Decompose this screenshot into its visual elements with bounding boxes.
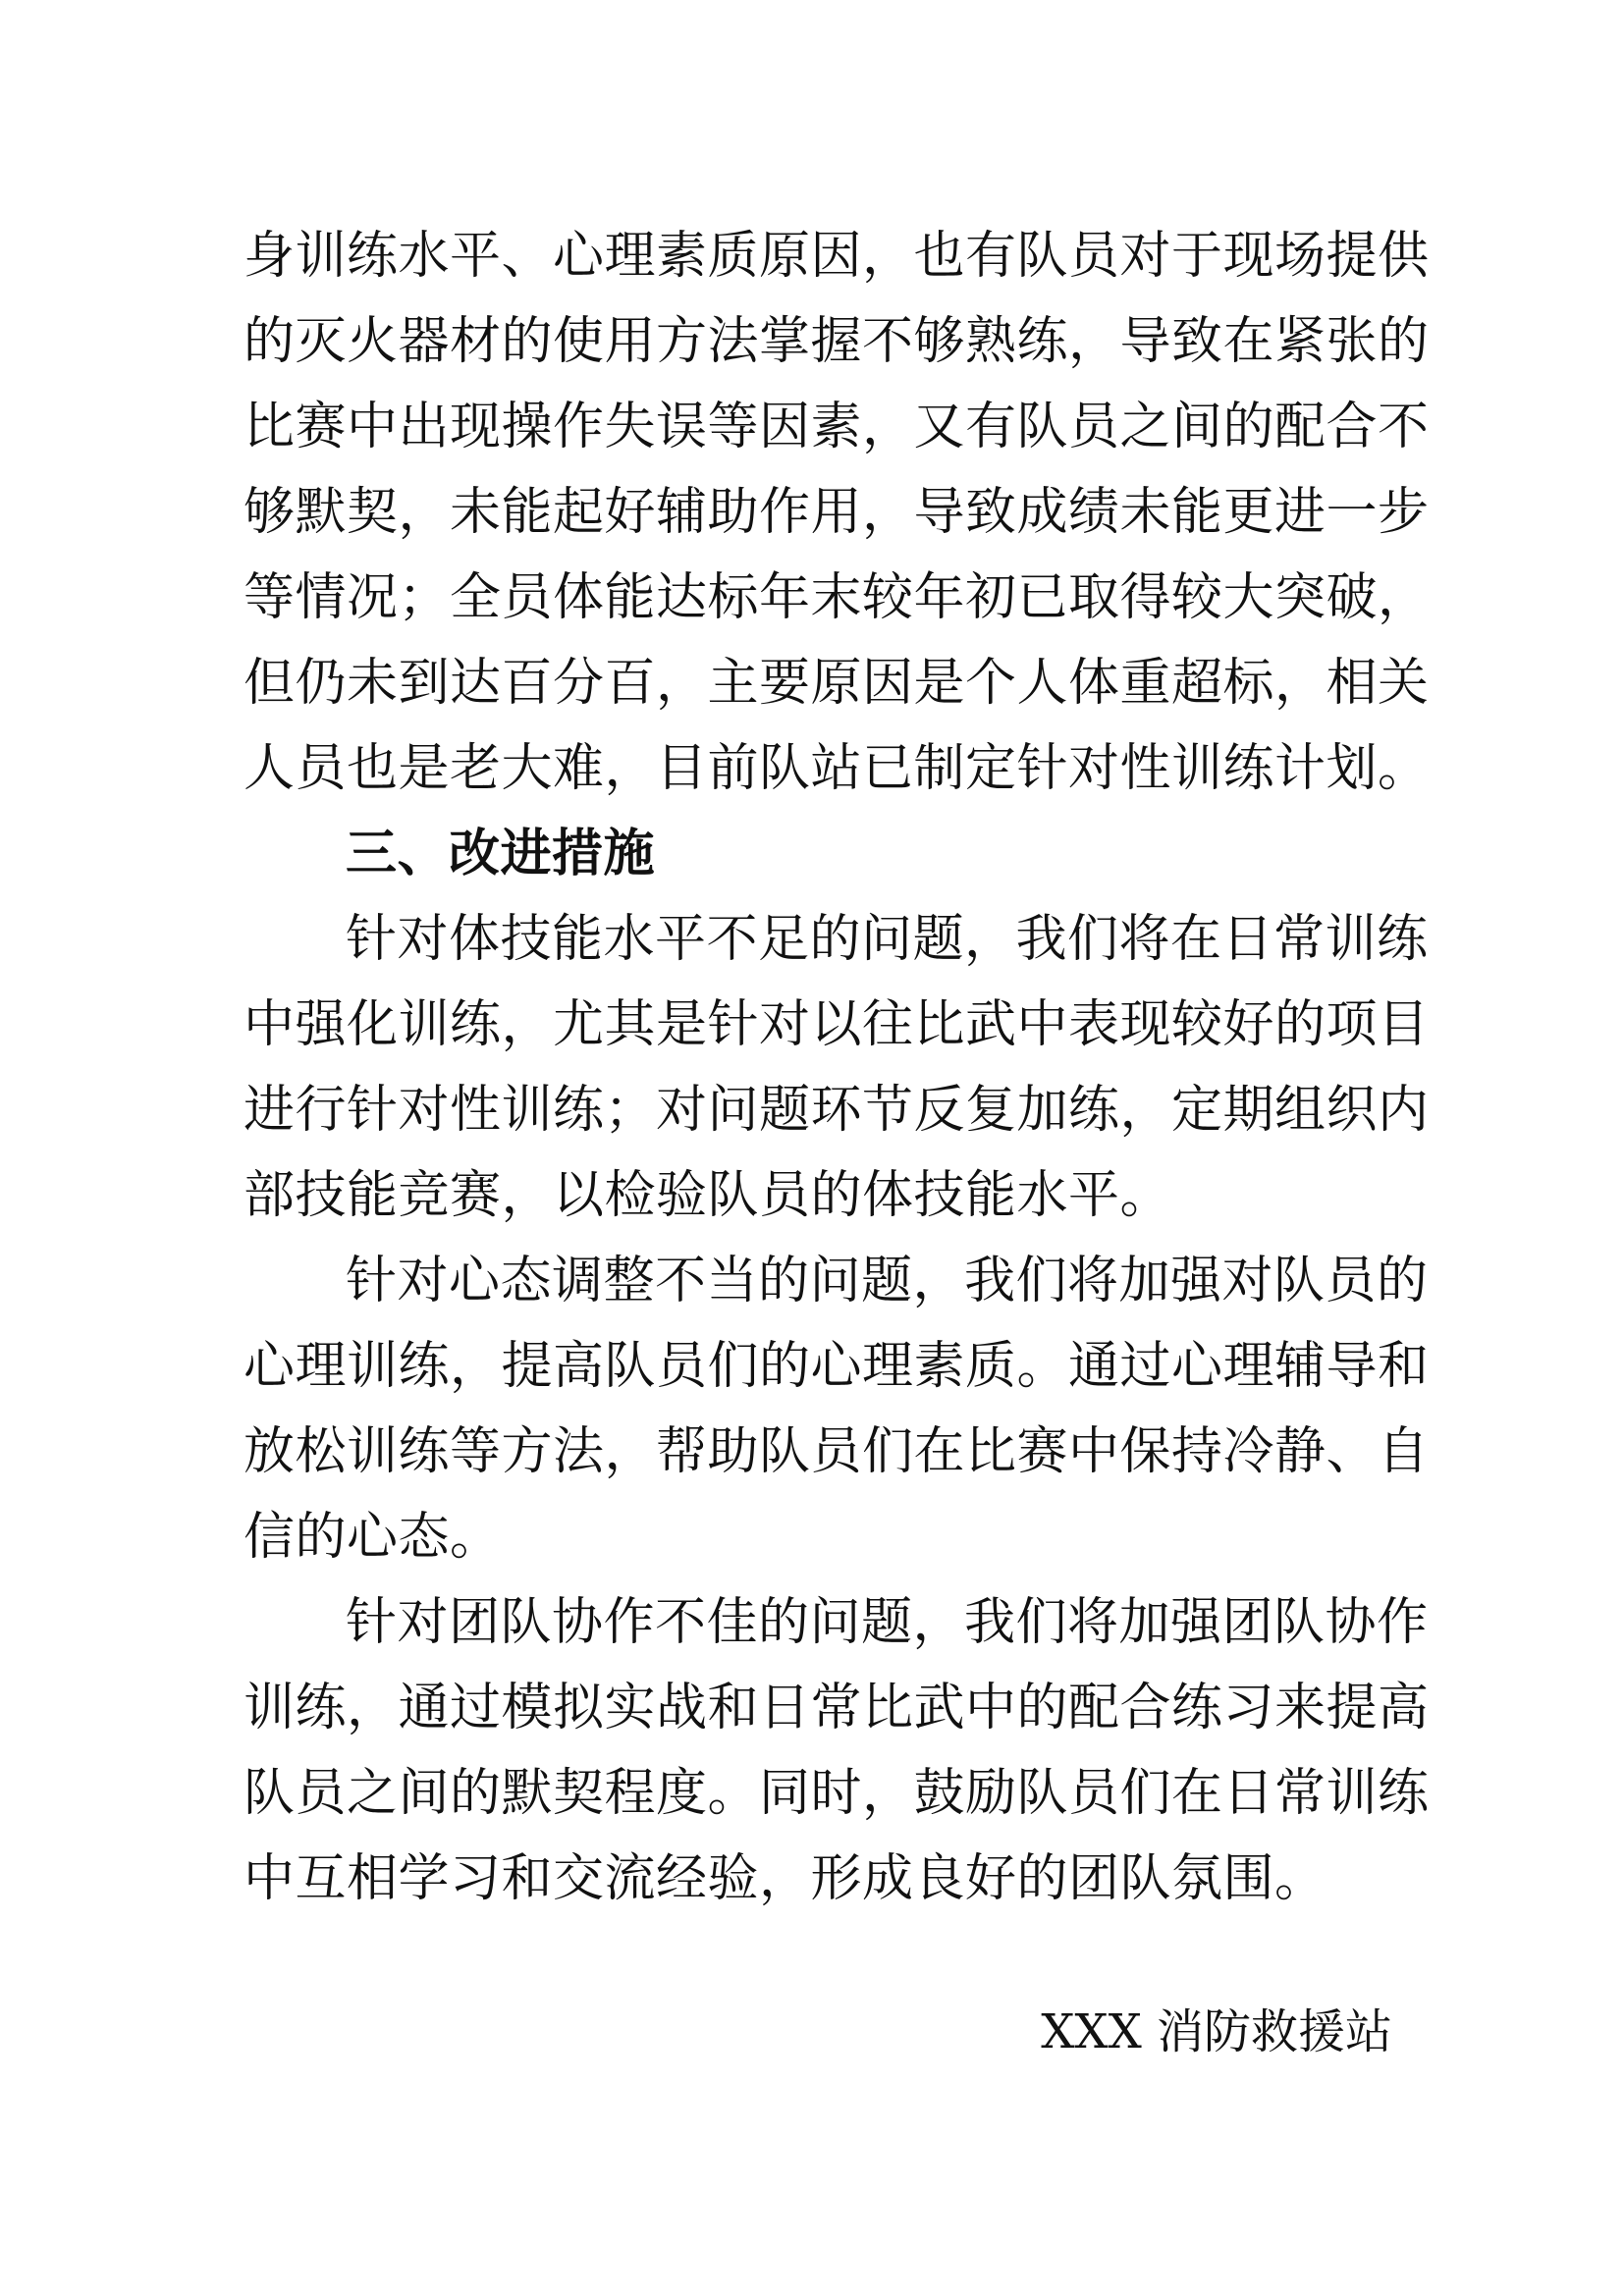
section-heading: 三、改进措施: [346, 825, 656, 883]
body-line: 的灭火器材的使用方法掌握不够熟练，导致在紧张的: [244, 312, 1430, 371]
body-line: 够默契，未能起好辅助作用，导致成绩未能更进一步: [244, 483, 1430, 542]
body-line: 训练，通过模拟实战和日常比武中的配合练习来提高: [244, 1679, 1430, 1737]
paragraph-first-line: 针对体技能水平不足的问题，我们将在日常训练: [346, 910, 1429, 969]
body-line: 中强化训练，尤其是针对以往比武中表现较好的项目: [244, 995, 1430, 1054]
body-line: 队员之间的默契程度。同时，鼓励队员们在日常训练: [244, 1764, 1430, 1823]
paragraph-first-line: 针对心态调整不当的问题，我们将加强对队员的: [346, 1252, 1429, 1310]
body-line: 但仍未到达百分百，主要原因是个人体重超标，相关: [244, 654, 1430, 713]
body-line: 中互相学习和交流经验，形成良好的团队氛围。: [244, 1849, 1326, 1908]
body-line: 心理训练，提高队员们的心理素质。通过心理辅导和: [244, 1337, 1430, 1396]
body-line: 进行针对性训练；对问题环节反复加练，定期组织内: [244, 1081, 1430, 1140]
paragraph-first-line: 针对团队协作不佳的问题，我们将加强团队协作: [346, 1593, 1429, 1652]
body-line: 放松训练等方法，帮助队员们在比赛中保持冷静、自: [244, 1422, 1430, 1481]
body-line: 等情况；全员体能达标年末较年初已取得较大突破，: [244, 568, 1430, 627]
body-line: 信的心态。: [244, 1508, 502, 1567]
body-line: 人员也是老大难，目前队站已制定针对性训练计划。: [244, 739, 1430, 798]
document-body: [244, 214, 1430, 1922]
body-line: 身训练水平、心理素质原因，也有队员对于现场提供: [244, 227, 1430, 286]
body-line: 部技能竞赛，以检验队员的体技能水平。: [244, 1166, 1172, 1225]
body-line: 比赛中出现操作失误等因素，又有队员之间的配合不: [244, 398, 1430, 456]
signature: XXX 消防救援站: [1041, 2004, 1392, 2059]
